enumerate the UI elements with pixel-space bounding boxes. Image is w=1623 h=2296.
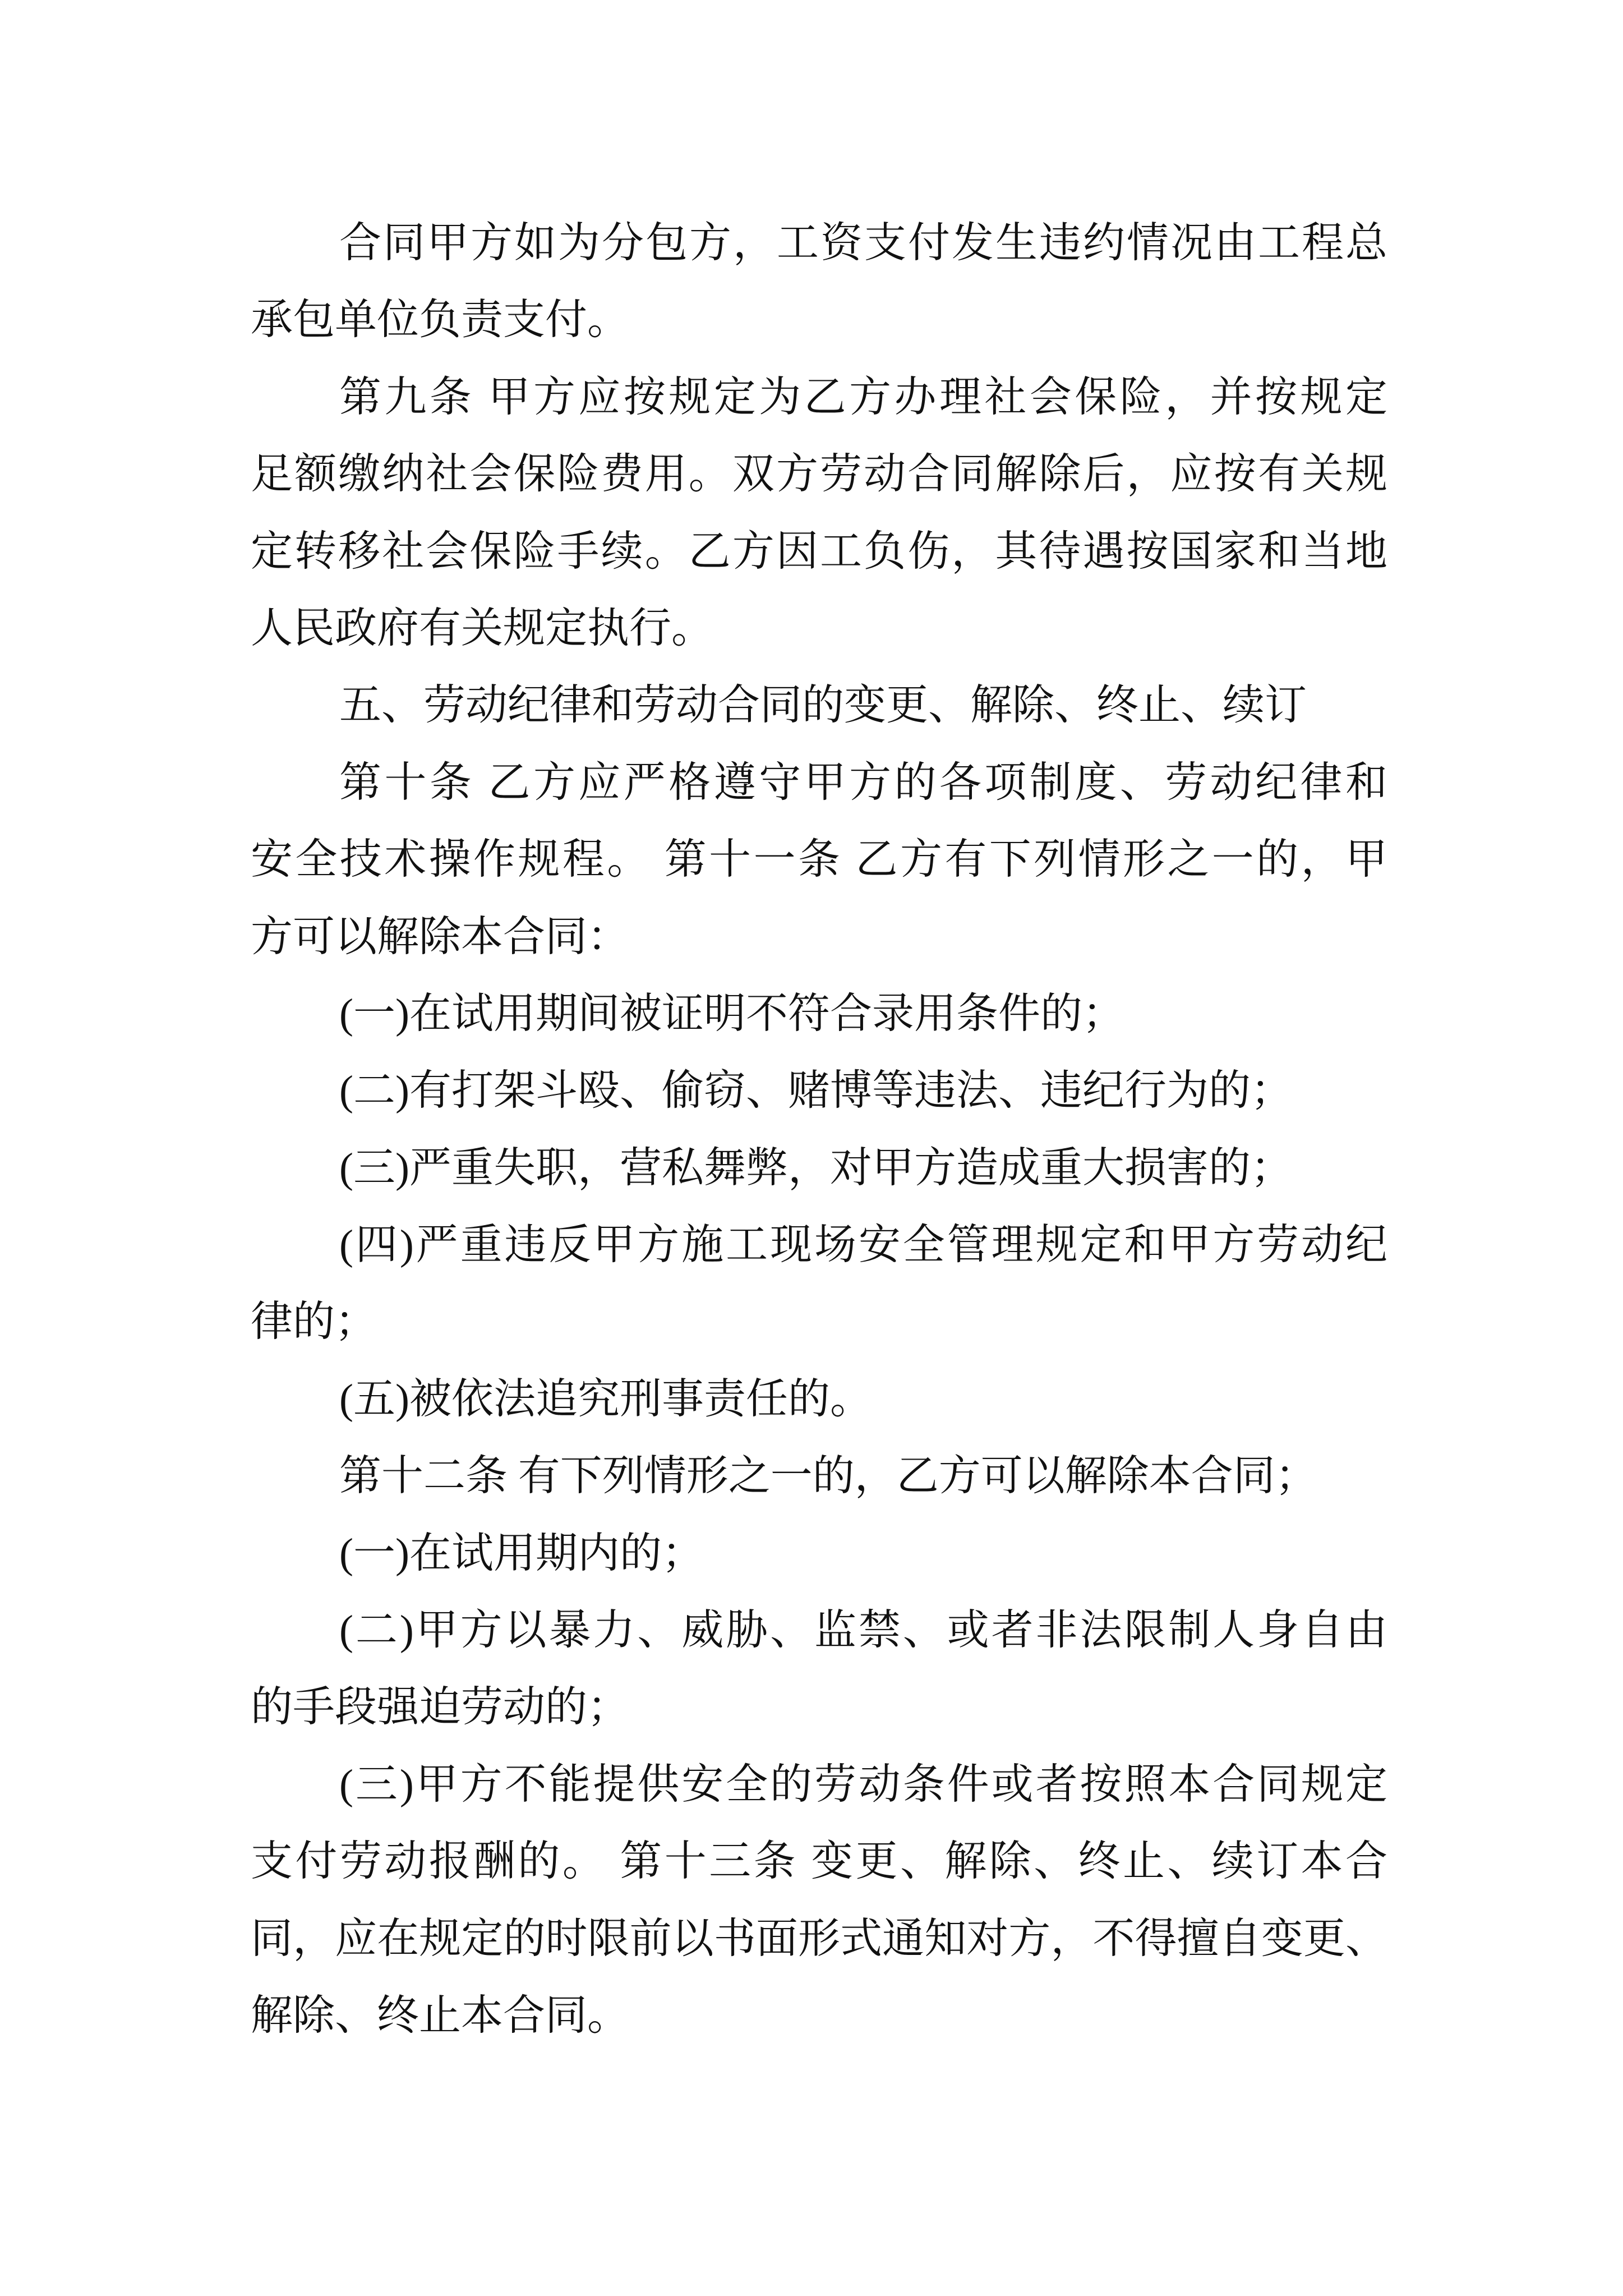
list-item-line: (五)被依法追究刑事责任的。 [339, 1375, 872, 1423]
body-text-line: 合同甲方如为分包方，工资支付发生违约情况由工程总 [339, 220, 1387, 266]
article-line: 第十条 乙方应严格遵守甲方的各项制度、劳动纪律和 [339, 759, 1387, 806]
body-text-line: 方可以解除本合同： [251, 913, 630, 960]
body-text-line: 律的； [251, 1299, 377, 1346]
list-item-line: (一)在试用期内的； [339, 1530, 704, 1577]
body-text-line: 人民政府有关规定执行。 [251, 605, 714, 652]
list-item-line: (二)有打架斗殴、偷窃、赌博等违法、违纪行为的； [339, 1068, 1293, 1115]
body-text-line: 安全技术操作规程。 第十一条 乙方有下列情形之一的，甲 [251, 836, 1387, 884]
article-line: 第九条 甲方应按规定为乙方办理社会保险，并按规定 [339, 374, 1387, 421]
body-text-line: 解除、终止本合同。 [251, 1992, 630, 2039]
body-text-line: 支付劳动报酬的。 第十三条 变更、解除、终止、续订本合 [251, 1838, 1387, 1885]
body-text-line: 承包单位负责支付。 [251, 297, 630, 344]
body-text-line: 定转移社会保险手续。乙方因工负伤，其待遇按国家和当地 [251, 528, 1387, 575]
body-text-line: 足额缴纳社会保险费用。双方劳动合同解除后，应按有关规 [251, 451, 1387, 498]
list-item-line: (二)甲方以暴力、威胁、监禁、或者非法限制人身自由 [339, 1607, 1387, 1654]
article-line: 第十二条 有下列情形之一的，乙方可以解除本合同； [339, 1453, 1317, 1500]
list-item-line: (四)严重违反甲方施工现场安全管理规定和甲方劳动纪 [339, 1222, 1387, 1269]
body-text-line: 的手段强迫劳动的； [251, 1684, 630, 1731]
list-item-line: (三)严重失职，营私舞弊，对甲方造成重大损害的； [339, 1144, 1293, 1191]
list-item-line: (三)甲方不能提供安全的劳动条件或者按照本合同规定 [339, 1761, 1387, 1808]
body-text-line: 同，应在规定的时限前以书面形式通知对方，不得擅自变更、 [251, 1915, 1387, 1962]
document-body [251, 205, 1387, 2054]
section-heading: 五、劳动纪律和劳动合同的变更、解除、终止、续订 [339, 682, 1307, 729]
list-item-line: (一)在试用期间被证明不符合录用条件的； [339, 990, 1124, 1037]
